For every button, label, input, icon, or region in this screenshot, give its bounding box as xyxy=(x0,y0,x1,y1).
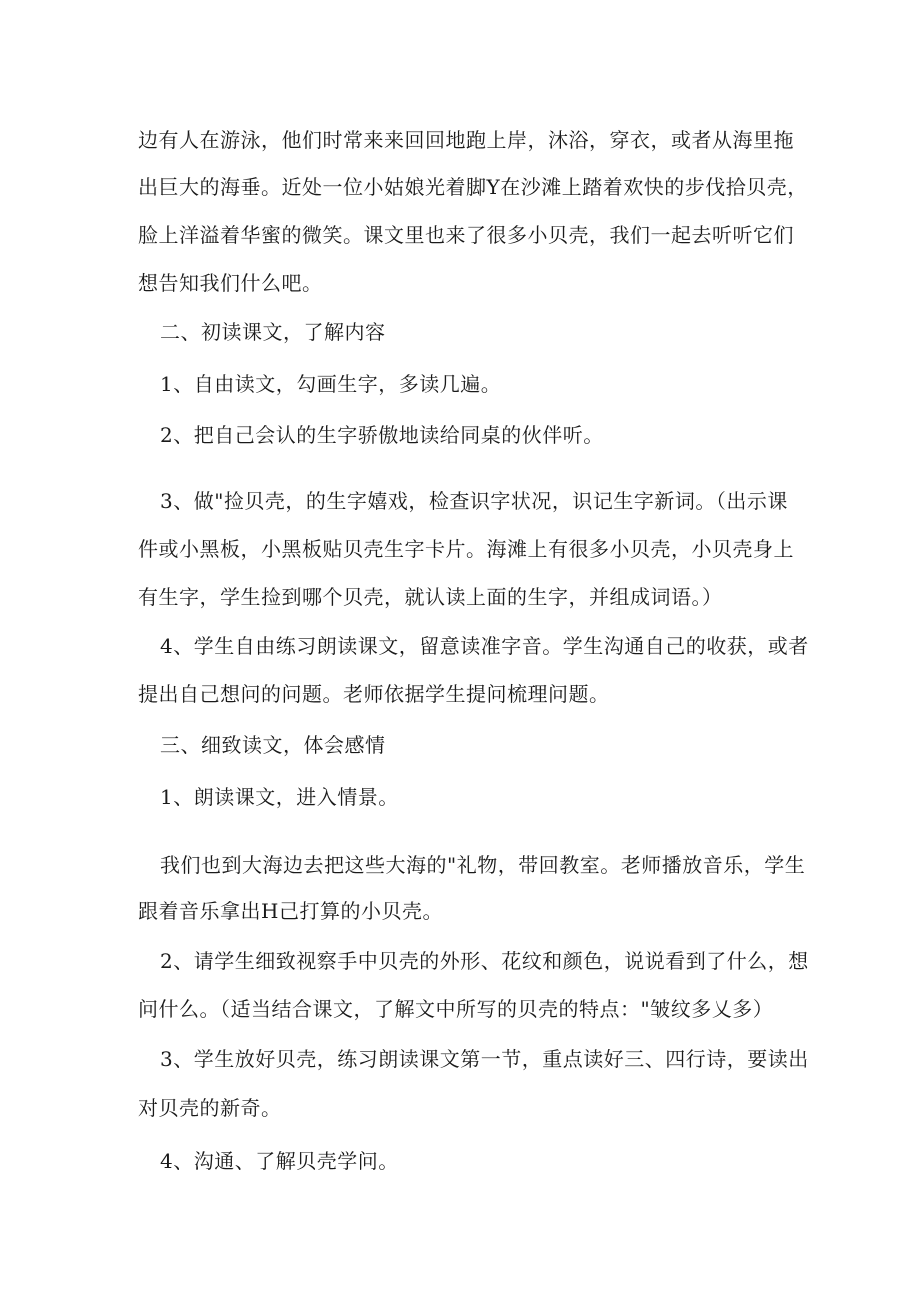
list-item: 4、沟通、了解贝壳学问。 xyxy=(160,1149,399,1173)
list-item: 2、请学生细致视察手中贝壳的外形、花纹和颜色，说说看到了什么，想 xyxy=(160,949,809,973)
body-text-line: 出巨大的海垂。近处一位小姑娘光着脚Y在沙滩上踏着欢快的步伐拾贝壳， xyxy=(138,175,808,199)
list-item: 1、朗读课文，进入情景。 xyxy=(160,785,399,809)
body-text-line: 边有人在游泳，他们时常来来回回地跑上岸，沐浴，穿衣，或者从海里拖 xyxy=(138,128,794,152)
body-text-line: 想告知我们什么吧。 xyxy=(138,271,323,295)
body-text-line: 对贝壳的新奇。 xyxy=(138,1096,282,1120)
list-item: 4、学生自由练习朗读课文，留意读准字音。学生沟通自己的收获，或者 xyxy=(160,634,809,658)
body-text-line: 提出自己想问的问题。老师依据学生提问梳理问题。 xyxy=(138,682,610,706)
body-text-line: 问什么。（适当结合课文，了解文中所写的贝壳的特点："皱纹多乂多） xyxy=(138,997,774,1021)
body-text-line: 件或小黑板，小黑板贴贝壳生字卡片。海滩上有很多小贝壳，小贝壳身上 xyxy=(138,537,794,561)
list-item: 1、自由读文，勾画生字，多读几遍。 xyxy=(160,372,502,396)
body-text-line: 我们也到大海边去把这些大海的"礼物，带回教室。老师播放音乐，学生 xyxy=(160,853,806,877)
list-item: 2、把自己会认的生字骄傲地读给同桌的伙伴听。 xyxy=(160,423,604,447)
list-item: 3、做"捡贝壳，的生字嬉戏，检查识字状况，识记生字新词。（出示课 xyxy=(160,489,788,513)
body-text-line: 有生字，学生捡到哪个贝壳，就认读上面的生字，并组成词语。） xyxy=(138,585,723,609)
section-heading: 三、细致读文，体会感情 xyxy=(160,733,386,757)
body-text-line: 跟着音乐拿出H己打算的小贝壳。 xyxy=(138,899,443,923)
list-item: 3、学生放好贝壳，练习朗读课文第一节，重点读好三、四行诗，要读出 xyxy=(160,1047,809,1071)
body-text-line: 脸上洋溢着华蜜的微笑。课文里也来了很多小贝壳，我们一起去听听它们 xyxy=(138,223,794,247)
section-heading: 二、初读课文，了解内容 xyxy=(160,320,386,344)
